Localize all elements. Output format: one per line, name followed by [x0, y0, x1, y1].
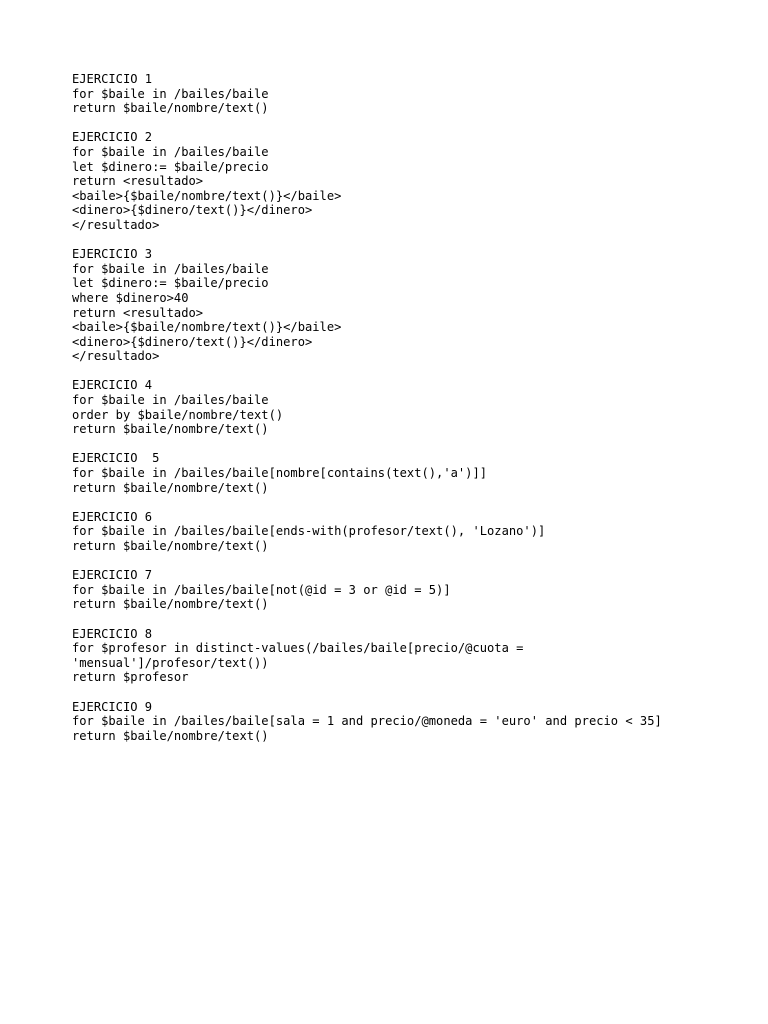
code-line: </resultado> — [72, 217, 160, 232]
code-line: </resultado> — [72, 349, 160, 364]
exercise-7 — [72, 568, 752, 612]
code-line: for $baile in /bailes/baile — [72, 393, 269, 408]
exercise-8 — [72, 627, 752, 685]
code-line: 'mensual']/profesor/text()) — [72, 655, 269, 670]
exercise-heading: EJERCICIO 7 — [72, 568, 153, 583]
exercise-heading: EJERCICIO 2 — [72, 130, 153, 145]
code-line: for $baile in /bailes/baile[nombre[contains(text(),'a')]] — [72, 466, 488, 481]
exercise-9 — [72, 700, 752, 744]
document-page — [72, 72, 752, 758]
code-line: return $baile/nombre/text() — [72, 539, 269, 553]
exercise-1 — [72, 72, 752, 116]
code-line: for $baile in /bailes/baile[sala = 1 and precio/@moneda = 'euro' and precio < 35] — [72, 714, 662, 729]
code-line: for $baile in /bailes/baile — [72, 261, 269, 276]
code-line: return <resultado> — [72, 305, 204, 320]
exercise-2 — [72, 130, 752, 232]
code-line: <dinero>{$dinero/text()}</dinero> — [72, 334, 313, 349]
exercise-3 — [72, 247, 752, 364]
exercise-heading: EJERCICIO 9 — [72, 699, 153, 714]
code-line: <baile>{$baile/nombre/text()}</baile> — [72, 188, 342, 203]
exercise-4 — [72, 378, 752, 436]
code-line: order by $baile/nombre/text() — [72, 407, 284, 422]
code-line: return $baile/nombre/text() — [72, 597, 269, 612]
code-line: return $baile/nombre/text() — [72, 101, 269, 116]
code-line: let $dinero:= $baile/precio — [72, 159, 269, 174]
exercise-6 — [72, 510, 752, 554]
code-line: return $profesor — [72, 670, 189, 685]
exercise-heading: EJERCICIO 1 — [72, 72, 153, 86]
exercise-heading: EJERCICIO 6 — [72, 509, 153, 524]
code-line: for $baile in /bailes/baile[not(@id = 3 or @id = 5)] — [72, 582, 451, 597]
exercise-heading: EJERCICIO 4 — [72, 378, 153, 393]
code-line: for $baile in /bailes/baile — [72, 86, 269, 101]
exercise-heading: EJERCICIO 5 — [72, 451, 160, 466]
code-line: return $baile/nombre/text() — [72, 728, 269, 743]
code-line: return $baile/nombre/text() — [72, 422, 269, 437]
exercise-heading: EJERCICIO 8 — [72, 626, 153, 641]
code-line: <dinero>{$dinero/text()}</dinero> — [72, 203, 313, 218]
code-line: return <resultado> — [72, 174, 204, 189]
exercise-5 — [72, 451, 752, 495]
exercise-heading: EJERCICIO 3 — [72, 247, 153, 262]
code-line: let $dinero:= $baile/precio — [72, 276, 269, 291]
code-line: where $dinero>40 — [72, 290, 189, 305]
code-line: for $baile in /bailes/baile[ends-with(profesor/text(), 'Lozano')] — [72, 524, 546, 539]
code-line: for $profesor in distinct-values(/bailes/baile[precio/@cuota = — [72, 641, 524, 656]
code-line: return $baile/nombre/text() — [72, 480, 269, 495]
code-line: <baile>{$baile/nombre/text()}</baile> — [72, 320, 342, 335]
code-line: for $baile in /bailes/baile — [72, 144, 269, 159]
